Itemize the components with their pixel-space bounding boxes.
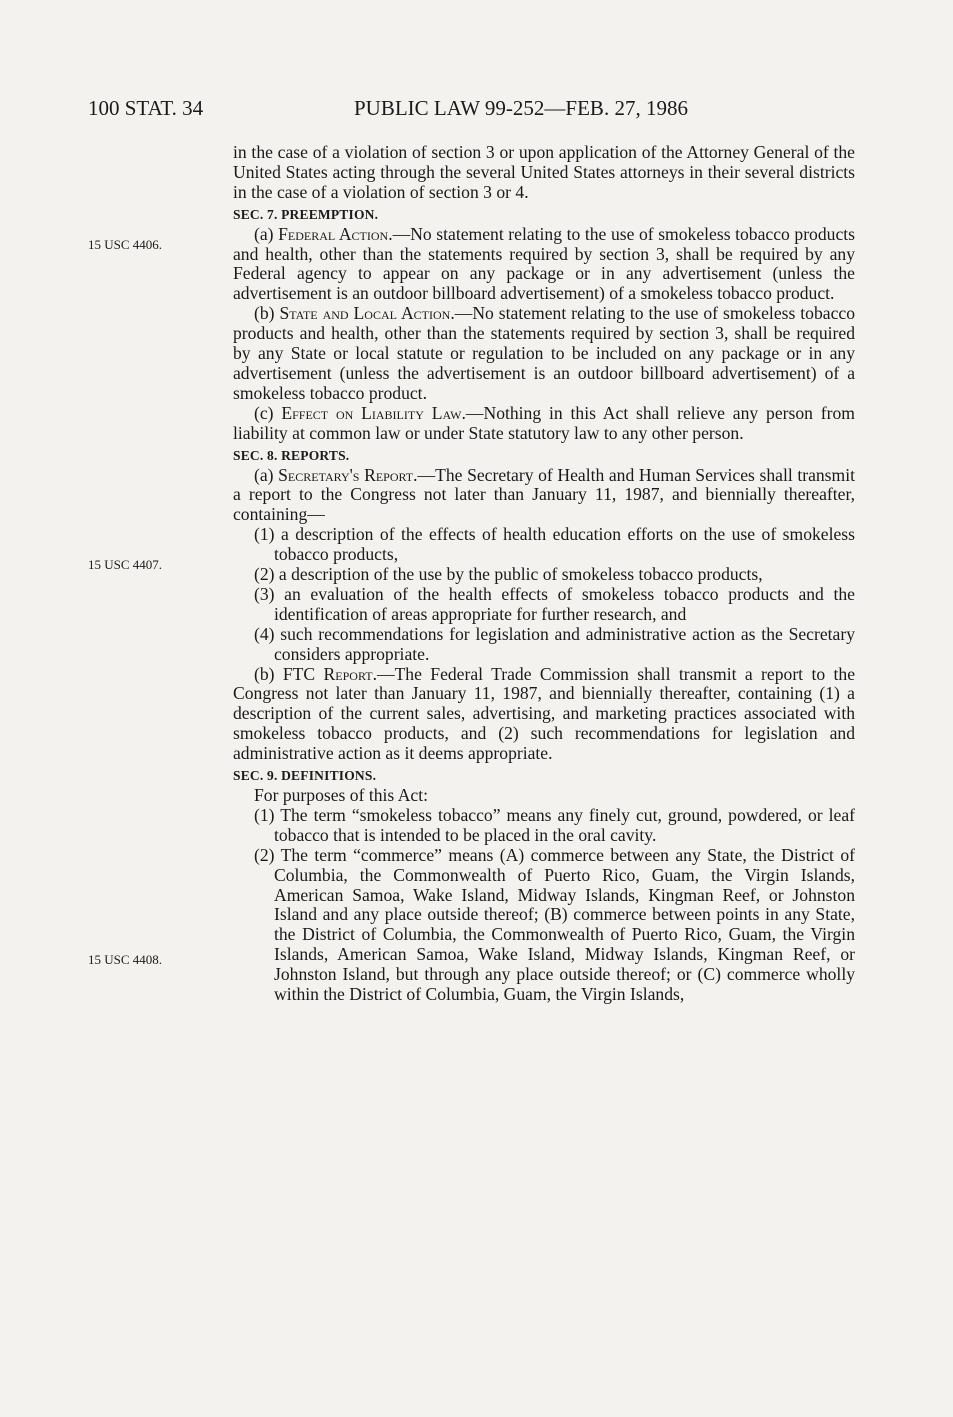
subsection-head: Report. bbox=[323, 663, 377, 684]
definition-2: (2) The term “commerce” means (A) commerce between any State, the District of Columbia, the Commonwealth of Puerto Rico, Guam, the Virgin Islands, American Samoa, Wake Island, Midway Islands, Kingman Reef, or Johnston Island and any place outside thereof; (B) commerce between points in any State, the District of Columbia, the Commonwealth of Puerto Rico, Guam, the Virgin Islands, American Samoa, Wake Island, Midway Islands, Kingman Reef, or Johnston Island, but through any place outside thereof; or (C) commerce wholly within the District of Columbia, Guam, the Virgin Islands, bbox=[254, 844, 855, 1005]
label: (c) bbox=[254, 402, 282, 423]
definition-1: (1) The term “smokeless tobacco” means any finely cut, ground, powdered, or leaf tobacco that is intended to be placed in the oral cavity. bbox=[254, 804, 855, 845]
margin-note-4408: 15 USC 4408. bbox=[88, 952, 163, 967]
section-8-b bbox=[233, 665, 855, 765]
list-item: (4) such recommendations for legislation and administrative action as the Secretary considers appropriate. bbox=[254, 623, 855, 664]
running-header bbox=[88, 93, 768, 123]
label: (b) FTC bbox=[254, 663, 324, 684]
subsection-head: State and Local Action. bbox=[279, 303, 455, 324]
section-7-b bbox=[233, 304, 855, 404]
section-9-intro: For purposes of this Act: bbox=[254, 785, 428, 805]
section-9-heading: SEC. 9. DEFINITIONS. bbox=[233, 768, 377, 784]
subsection-text: —No statement relating to the use of smokeless tobacco products and health, other than the statements required by section 3, shall be required by any Federal agency to appear on any package or in any advertisement (unless the advertisement is an outdoor billboard advertisement) of a smokeless tobacco product. bbox=[233, 223, 855, 304]
page-number: 100 STAT. 34 bbox=[88, 96, 204, 120]
subsection-head: Federal Action. bbox=[278, 223, 393, 244]
section-7-a bbox=[233, 225, 855, 305]
margin-note-4407: 15 USC 4407. bbox=[88, 557, 163, 572]
margin-note-4406: 15 USC 4406. bbox=[88, 237, 163, 252]
subsection-head: Secretary's Report. bbox=[278, 464, 418, 485]
subsection-text: —The Federal Trade Commission shall transmit a report to the Congress not later than January 11, 1987, and biennially thereafter, containing (1) a description of the current sales, advertising, and marketing practices associated with smokeless tobacco products, and (2) such recommendations for legislation and administrative action as it deems appropriate. bbox=[233, 663, 856, 764]
subsection-text: —The Secretary of Health and Human Services shall transmit a report to the Congress not later than January 11, 1987, and biennially thereafter, containing— bbox=[233, 464, 855, 525]
continuation-paragraph: in the case of a violation of section 3 or upon application of the Attorney General of the United States acting through the several United States attorneys in their several districts in the case of a violation of section 3 or 4. bbox=[233, 142, 855, 202]
list-item: (2) a description of the use by the public of smokeless tobacco products, bbox=[254, 564, 763, 585]
section-8-a bbox=[233, 466, 855, 526]
list-item: (1) a description of the effects of health education efforts on the use of smokeless tobacco products, bbox=[254, 524, 855, 565]
section-8-heading: SEC. 8. REPORTS. bbox=[233, 447, 350, 463]
subsection-head: Effect on Liability Law. bbox=[281, 402, 466, 423]
subsection-text: —Nothing in this Act shall relieve any person from liability at common law or under State statutory law to any other person. bbox=[233, 402, 855, 443]
section-7-heading: SEC. 7. PREEMPTION. bbox=[233, 206, 379, 222]
label: (b) bbox=[254, 303, 280, 324]
list-item: (3) an evaluation of the health effects of smokeless tobacco products and the identification of areas appropriate for further research, and bbox=[254, 583, 855, 624]
label: (a) bbox=[254, 464, 279, 485]
subsection-text: —No statement relating to the use of smokeless tobacco products and health, other than the statements required by section 3, shall be required by any State or local statute or regulation to be included on any package or in any advertisement (unless the advertisement is an outdoor billboard advertisement) of a smokeless tobacco product. bbox=[233, 303, 855, 403]
section-7-c bbox=[233, 404, 855, 444]
statute-body bbox=[233, 143, 855, 1005]
label: (a) bbox=[254, 223, 279, 244]
header-title: PUBLIC LAW 99-252—FEB. 27, 1986 bbox=[354, 96, 688, 120]
